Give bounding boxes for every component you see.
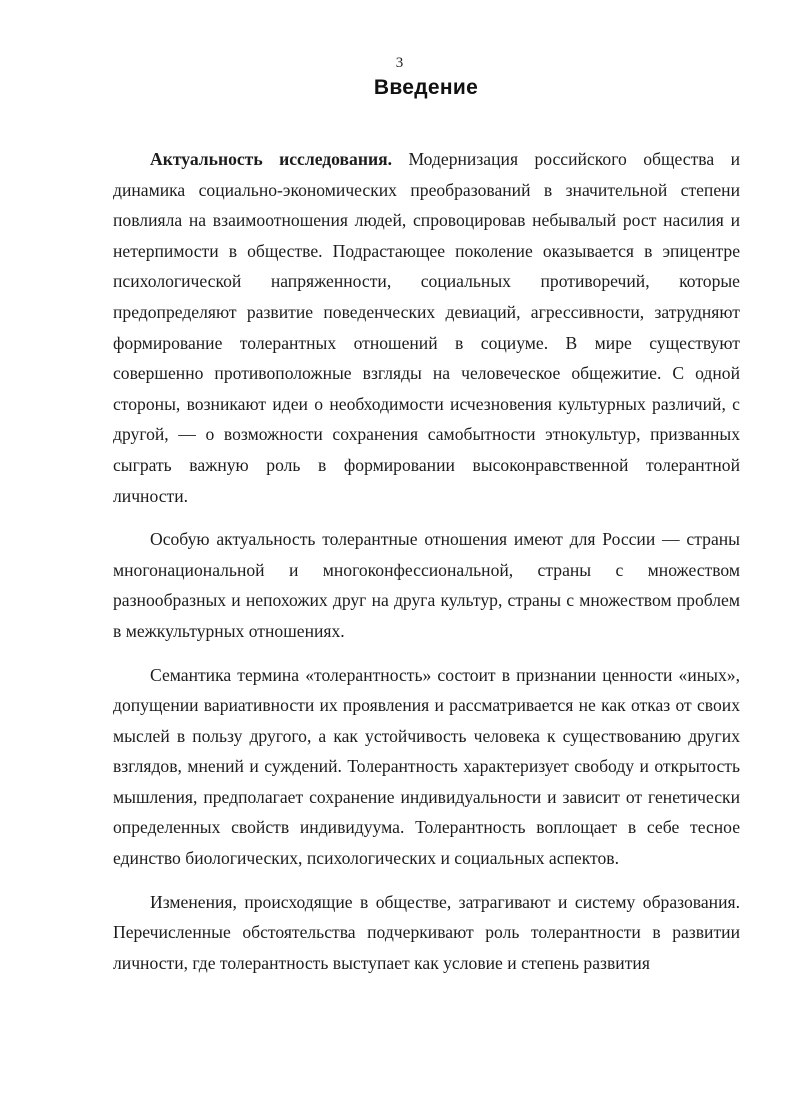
- page-number: 3: [395, 55, 404, 71]
- paragraph-semantics: Семантика термина «толерантность» состоит в признании ценности «иных», допущении вариативности их проявления и рассматривается не как отказ от своих мыслей в пользу другого, а как устойчивость человека к существованию других взглядов, мнений и суждений. Толерантность характеризует свободу и открытость мышления, предполагает сохранение индивидуальности и зависит от генетически определенных свойств индивидуума. Толерантность воплощает в себе тесное единство биологических, психологических и социальных аспектов.: [113, 664, 740, 869]
- paragraph-relevance: [113, 144, 740, 511]
- paragraph-russia: Особую актуальность толерантные отношения имеют для России — страны многонациональной и многоконфессиональной, страны с множеством разнообразных и непохожих друг на друга культур, страны с множеством проблем в межкультурных отношениях.: [113, 529, 740, 641]
- paragraph-lead-heading: Актуальность исследования.: [150, 149, 393, 169]
- paragraph-text: Модернизация российского общества и динамика социально-экономических преобразований в значительной степени повлияла на взаимоотношения людей, спровоцировав небывалый рост насилия и нетерпимости в обществе. Подрастающее поколение оказывается в эпицентре психологической напряженности, социальных противоречий, которые предопределяют развитие поведенческих девиаций, агрессивности, затрудняют формирование толерантных отношений в социуме. В мире существуют совершенно противоположные взгляды на человеческое общежитие. С одной стороны, возникают идеи о необходимости исчезновения культурных различий, с другой, — о возможности сохранения самобытности этнокультур, призванных сыграть важную роль в формировании высоконравственной толерантной личности.: [113, 149, 740, 506]
- paragraph-education: Изменения, происходящие в обществе, затрагивают и систему образования. Перечисленные обстоятельства подчеркивают роль толерантности в развитии личности, где толерантность выступает как условие и степень развития: [113, 891, 740, 973]
- page-title: Введение: [373, 76, 479, 99]
- body-text: [113, 144, 740, 978]
